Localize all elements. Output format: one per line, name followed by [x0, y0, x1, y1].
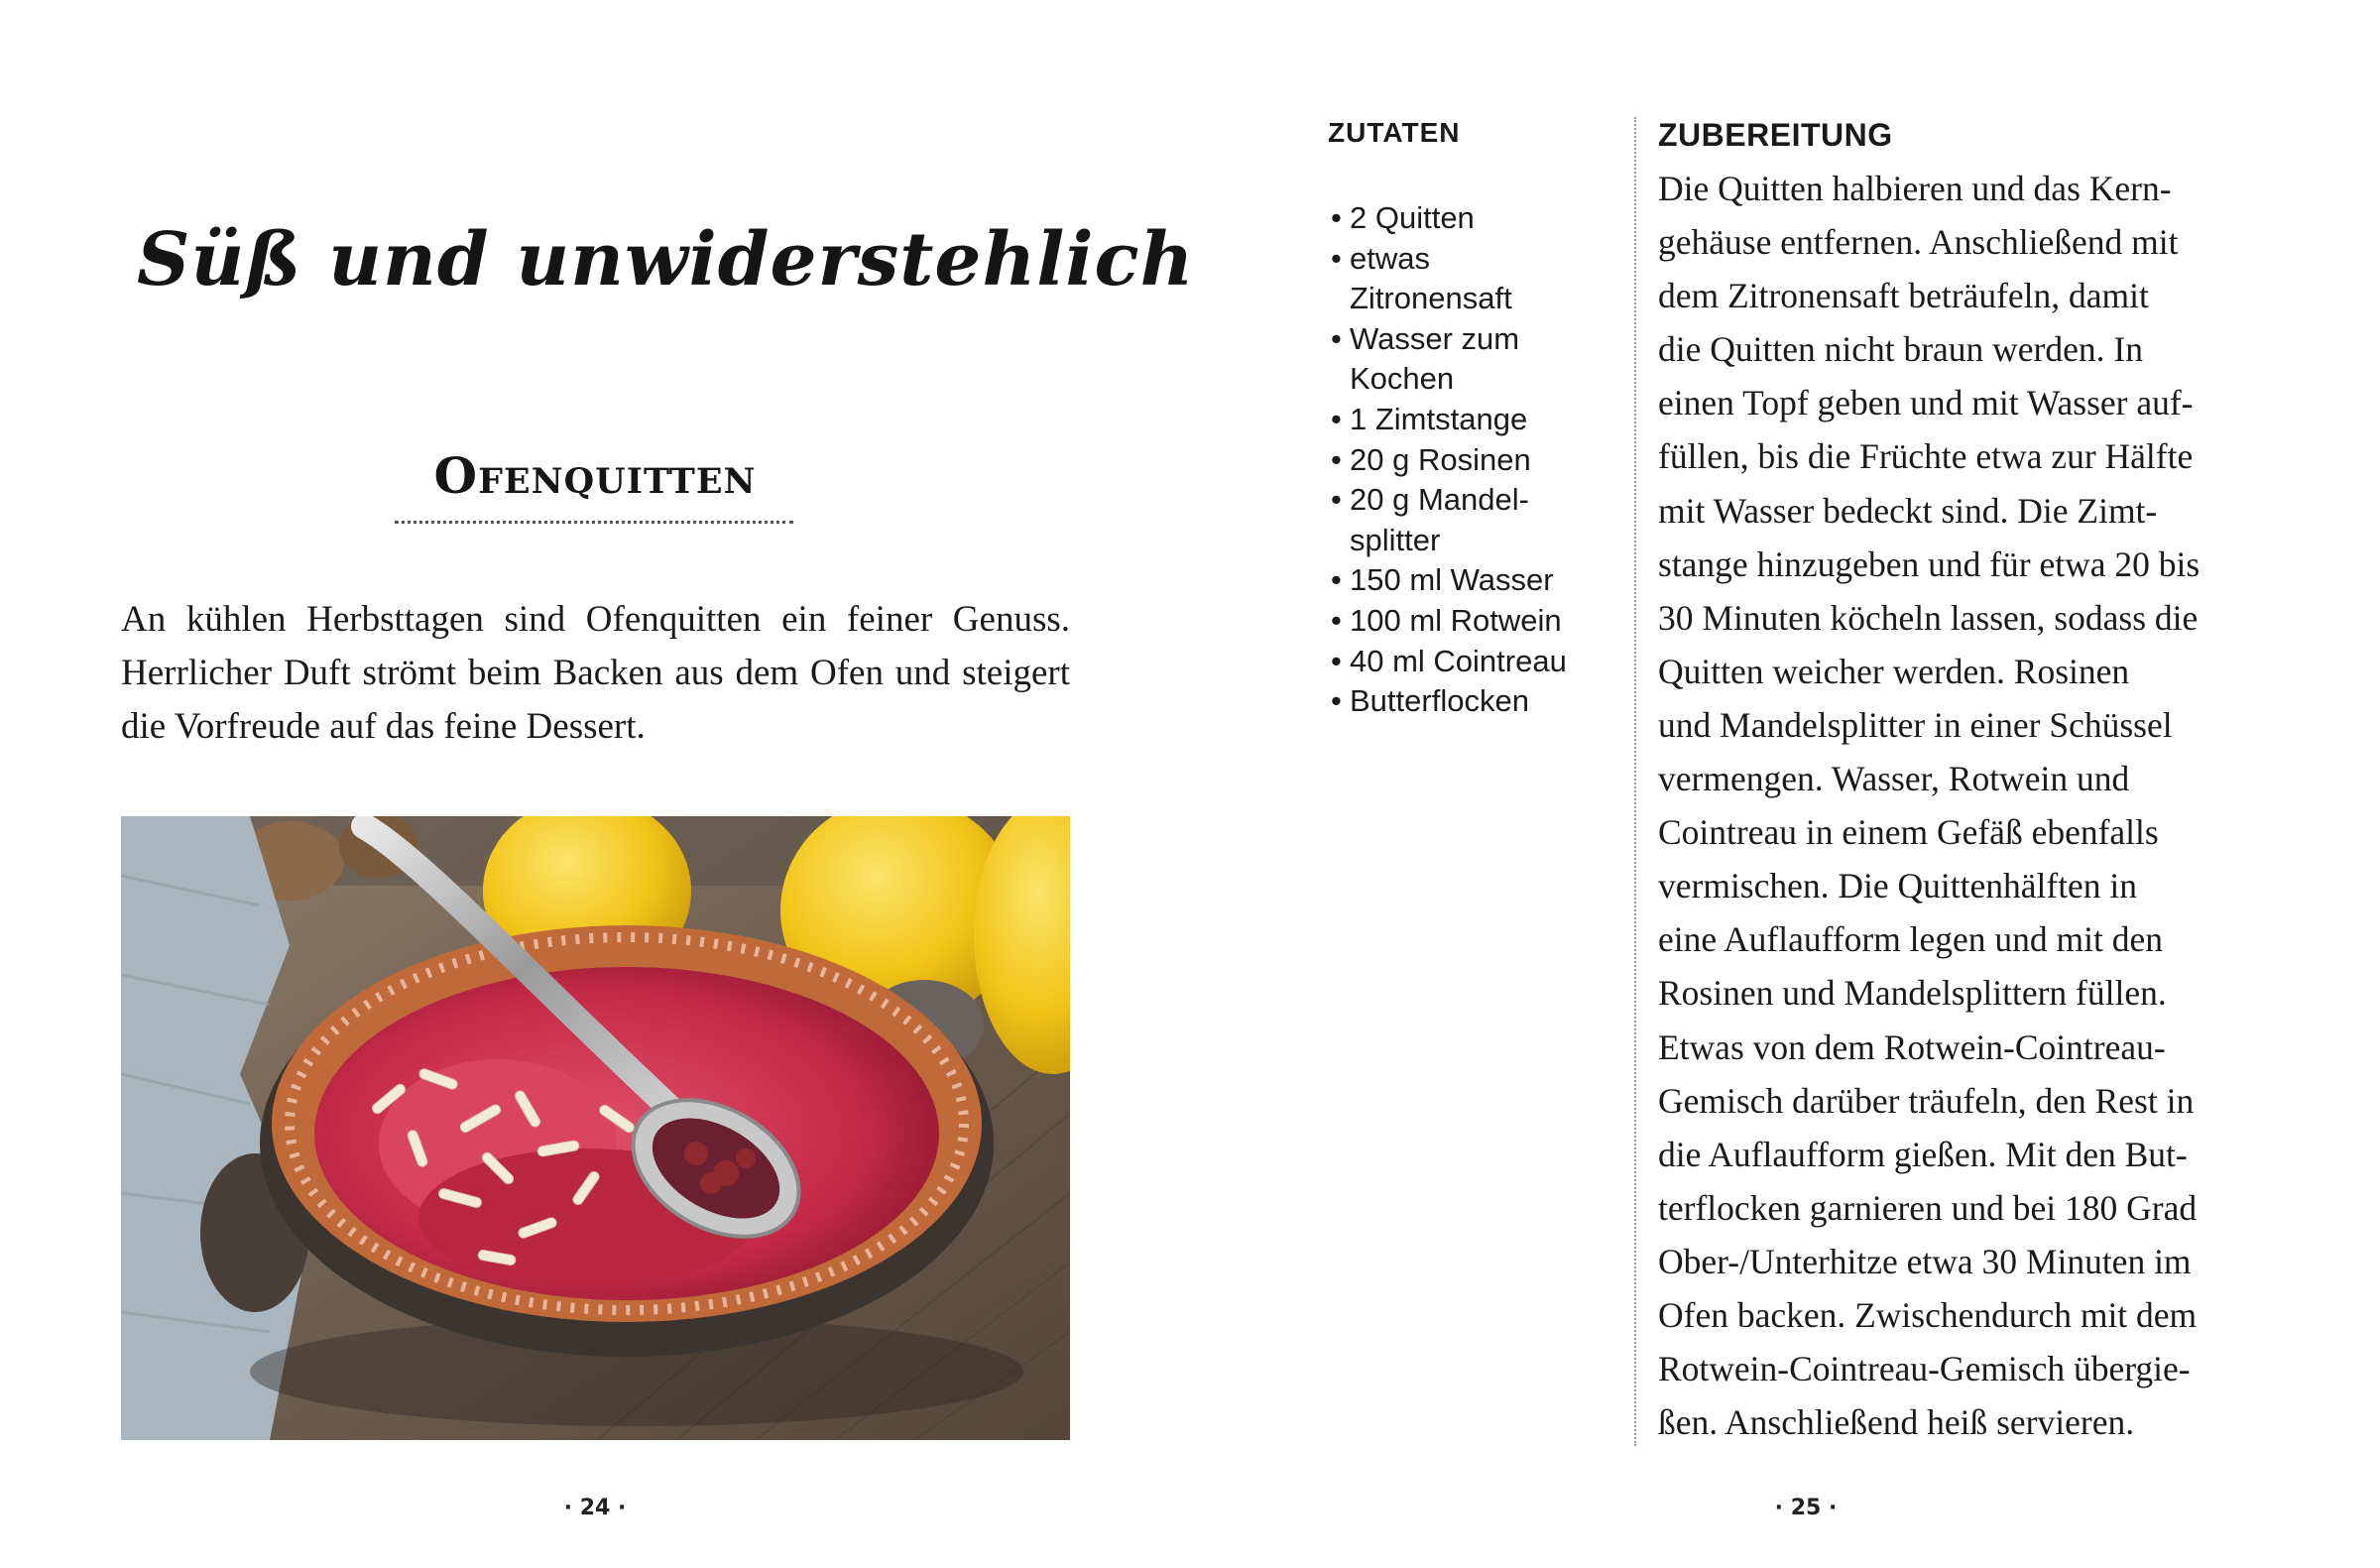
ingredient-item	[1328, 681, 1625, 722]
preparation-line: 30 Minuten köcheln lassen, sodass die	[1658, 597, 2199, 638]
preparation-line: dem Zitronensaft beträufeln, damit	[1658, 276, 2149, 316]
intro-paragraph: An kühlen Herbsttagen sind Ofenquitten ein feiner Genuss. Herrlicher Duft strömt beim Backen aus dem Ofen und steigert die Vorfreude auf das feine Dessert.	[121, 599, 1070, 747]
chapter-title: Süß und unwiderstehlich	[137, 217, 1195, 302]
ingredient-text: 150 ml Wasser	[1350, 562, 1554, 598]
preparation-line: Ofen backen. Zwischendurch mit dem	[1658, 1294, 2198, 1335]
preparation-line: Gemisch darüber träufeln, den Rest in	[1658, 1080, 2195, 1121]
ingredients-column	[1328, 117, 1625, 722]
ingredient-text: 100 ml Rotwein	[1350, 602, 1562, 638]
ingredients-heading: ZUTATEN	[1328, 117, 1461, 148]
ingredient-item	[1328, 521, 1625, 561]
bullet-icon: •	[1331, 441, 1342, 477]
page-number-right: · 25 ·	[1774, 1496, 1838, 1520]
preparation-heading: ZUBEREITUNG	[1658, 117, 1893, 153]
ingredient-item	[1328, 400, 1625, 440]
bullet-icon: •	[1331, 320, 1342, 356]
preparation-line: füllen, bis die Früchte etwa zur Hälfte	[1658, 436, 2194, 477]
preparation-line: die Auflaufform gießen. Mit den But-	[1658, 1134, 2188, 1174]
ingredient-item	[1328, 480, 1625, 521]
ingredient-text: 2 Quitten	[1350, 200, 1475, 235]
ingredient-text: 20 g Rosinen	[1350, 441, 1531, 477]
preparation-line: vermischen. Die Quittenhälften in	[1658, 866, 2138, 906]
preparation-line: vermengen. Wasser, Rotwein und	[1658, 759, 2130, 799]
preparation-line: Die Quitten halbieren und das Kern-	[1658, 169, 2172, 208]
bullet-icon: •	[1331, 401, 1342, 436]
ingredient-item	[1328, 198, 1625, 239]
bullet-icon: •	[1331, 643, 1342, 678]
preparation-line: mit Wasser bedeckt sind. Die Zimt-	[1658, 490, 2158, 531]
ingredient-item	[1328, 239, 1625, 280]
preparation-line: gehäuse entfernen. Anschließend mit	[1658, 222, 2179, 263]
ingredient-text: 20 g Mandel-	[1350, 482, 1529, 518]
ingredient-item	[1328, 319, 1625, 360]
column-divider	[1634, 117, 1636, 1446]
bullet-icon: •	[1331, 200, 1342, 235]
ingredient-item	[1328, 560, 1625, 601]
ingredient-item	[1328, 279, 1625, 319]
page-number-left: · 24 ·	[563, 1496, 627, 1520]
preparation-line: ßen. Anschließend heiß servieren.	[1658, 1402, 2135, 1443]
ingredient-text: Zitronensaft	[1350, 281, 1512, 316]
preparation-line: Rosinen und Mandelsplittern füllen.	[1658, 973, 2167, 1014]
ingredient-text: Wasser zum	[1350, 320, 1520, 356]
baked-quince-photo	[121, 816, 1070, 1440]
ingredient-item	[1328, 440, 1625, 481]
preparation-line: die Quitten nicht braun werden. In	[1658, 329, 2143, 370]
preparation-text	[1658, 162, 2293, 1449]
ingredient-text: Butterflocken	[1350, 683, 1529, 719]
ingredient-text: splitter	[1350, 522, 1441, 557]
ingredient-item	[1328, 642, 1625, 682]
preparation-line: terflocken garnieren und bei 180 Grad	[1658, 1187, 2198, 1228]
bullet-icon: •	[1331, 562, 1342, 598]
preparation-line: Ober-/Unterhitze etwa 30 Minuten im	[1658, 1241, 2192, 1281]
preparation-line: Etwas von dem Rotwein-Cointreau-	[1658, 1026, 2166, 1067]
preparation-line: und Mandelsplitter in einer Schüssel	[1658, 704, 2173, 745]
bullet-icon: •	[1331, 240, 1342, 276]
preparation-line: Cointreau in einem Gefäß ebenfalls	[1658, 812, 2159, 853]
bullet-icon: •	[1331, 602, 1342, 638]
ingredient-text: 1 Zimtstange	[1350, 401, 1528, 436]
ingredient-text: Kochen	[1350, 361, 1455, 397]
ingredient-text: 40 ml Cointreau	[1350, 643, 1567, 678]
preparation-line: stange hinzugeben und für etwa 20 bis	[1658, 543, 2201, 584]
ingredient-text: etwas	[1350, 240, 1430, 276]
bullet-icon: •	[1331, 683, 1342, 719]
title-underline	[395, 521, 793, 524]
ingredient-item	[1328, 359, 1625, 400]
ingredient-list	[1328, 198, 1625, 722]
recipe-title: Ofenquitten	[433, 446, 757, 505]
preparation-line: Quitten weicher werden. Rosinen	[1658, 651, 2130, 691]
preparation-line: Rotwein-Cointreau-Gemisch übergie-	[1658, 1349, 2191, 1389]
preparation-line: einen Topf geben und mit Wasser auf-	[1658, 383, 2194, 423]
preparation-line: eine Auflaufform legen und mit den	[1658, 919, 2164, 960]
bullet-icon: •	[1331, 482, 1342, 518]
preparation-column	[1658, 117, 2293, 1449]
ingredient-item	[1328, 601, 1625, 642]
